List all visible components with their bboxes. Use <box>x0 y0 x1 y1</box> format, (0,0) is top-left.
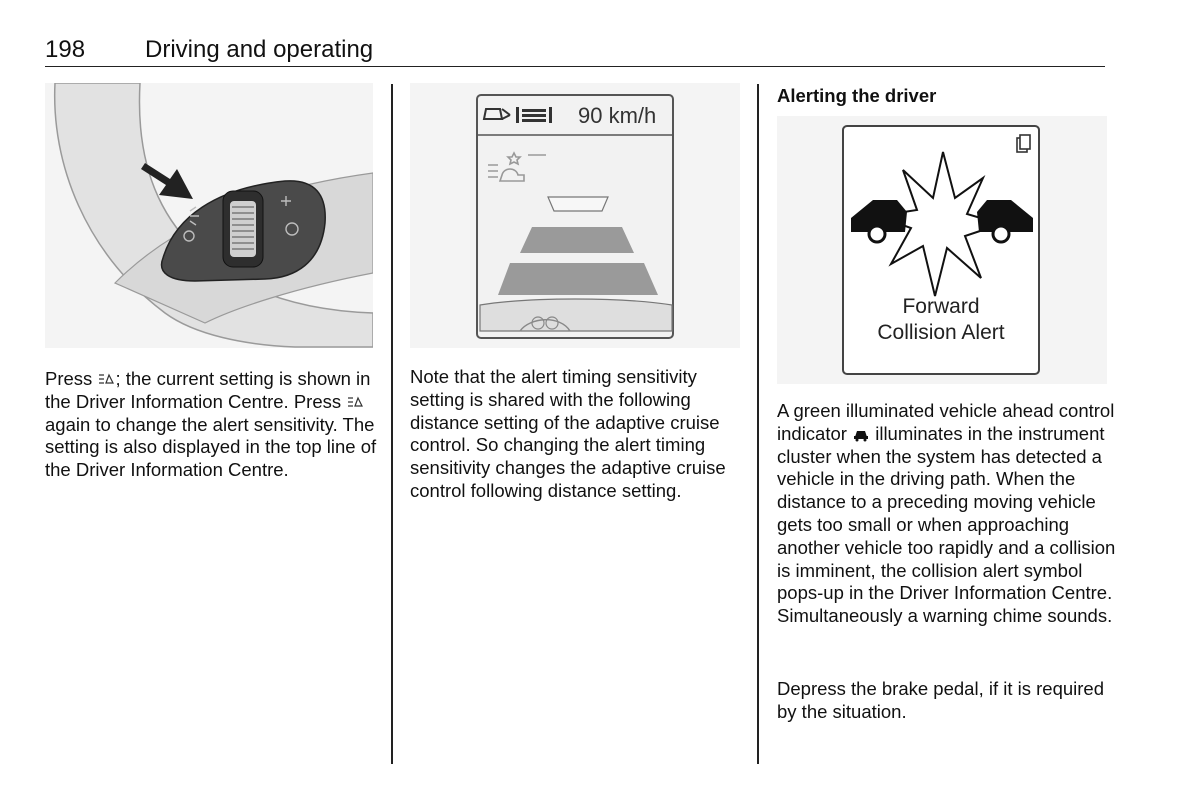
alerting-driver-heading: Alerting the driver <box>777 85 937 106</box>
shared-sensitivity-note-paragraph: Note that the alert timing sensitivity setting is shared with the following distance setting of the adaptive cruise control. So changing the alert timing sensitivity changes the adaptive cruise control following distance setting. <box>410 366 726 501</box>
text-segment: A green illuminated vehicle ahead control indicator <box>777 400 1115 444</box>
speed-readout: 90 km/h <box>578 103 657 128</box>
collision-alert-description-paragraph <box>777 400 1117 628</box>
page-number: 198 <box>45 36 86 63</box>
text-segment: again to change the alert sensitivity. The setting is also displayed in the top line of the Driver Information Centre. <box>45 413 377 481</box>
brake-instruction-paragraph: Depress the brake pedal, if it is required by the situation. <box>777 678 1105 722</box>
alert-label-line1: Forward <box>902 295 980 318</box>
forward-collision-alert-figure <box>777 116 1107 384</box>
column-divider-right <box>757 84 759 764</box>
driver-information-centre-figure <box>410 83 740 348</box>
steering-wheel-figure <box>45 83 373 348</box>
collision-sensitivity-icon <box>346 394 364 410</box>
text-segment: illuminates in the instrument cluster when the system has detected a vehicle in the driving path. When the distance to a preceding moving vehicle gets too small or when approaching another vehicle too rapidly and a collision is imminent, the collision alert symbol pops-up in the Driver Information Centre. Simultaneously a warning chime sounds. <box>777 422 1116 627</box>
collision-sensitivity-icon <box>97 371 115 387</box>
vehicle-ahead-icon <box>852 426 870 442</box>
distance-bars-graphic <box>410 83 740 348</box>
section-title: Driving and operating <box>145 36 374 63</box>
sensitivity-instructions-paragraph <box>45 368 380 482</box>
alert-label-line2: Collision Alert <box>877 321 1005 344</box>
text-segment: Press <box>45 368 98 389</box>
text-segment: ; the current setting is shown in the Driver Information Centre. Press <box>45 368 371 412</box>
column-divider-left <box>391 84 393 764</box>
steering-wheel-illustration <box>45 83 373 348</box>
page-header <box>45 34 1105 67</box>
